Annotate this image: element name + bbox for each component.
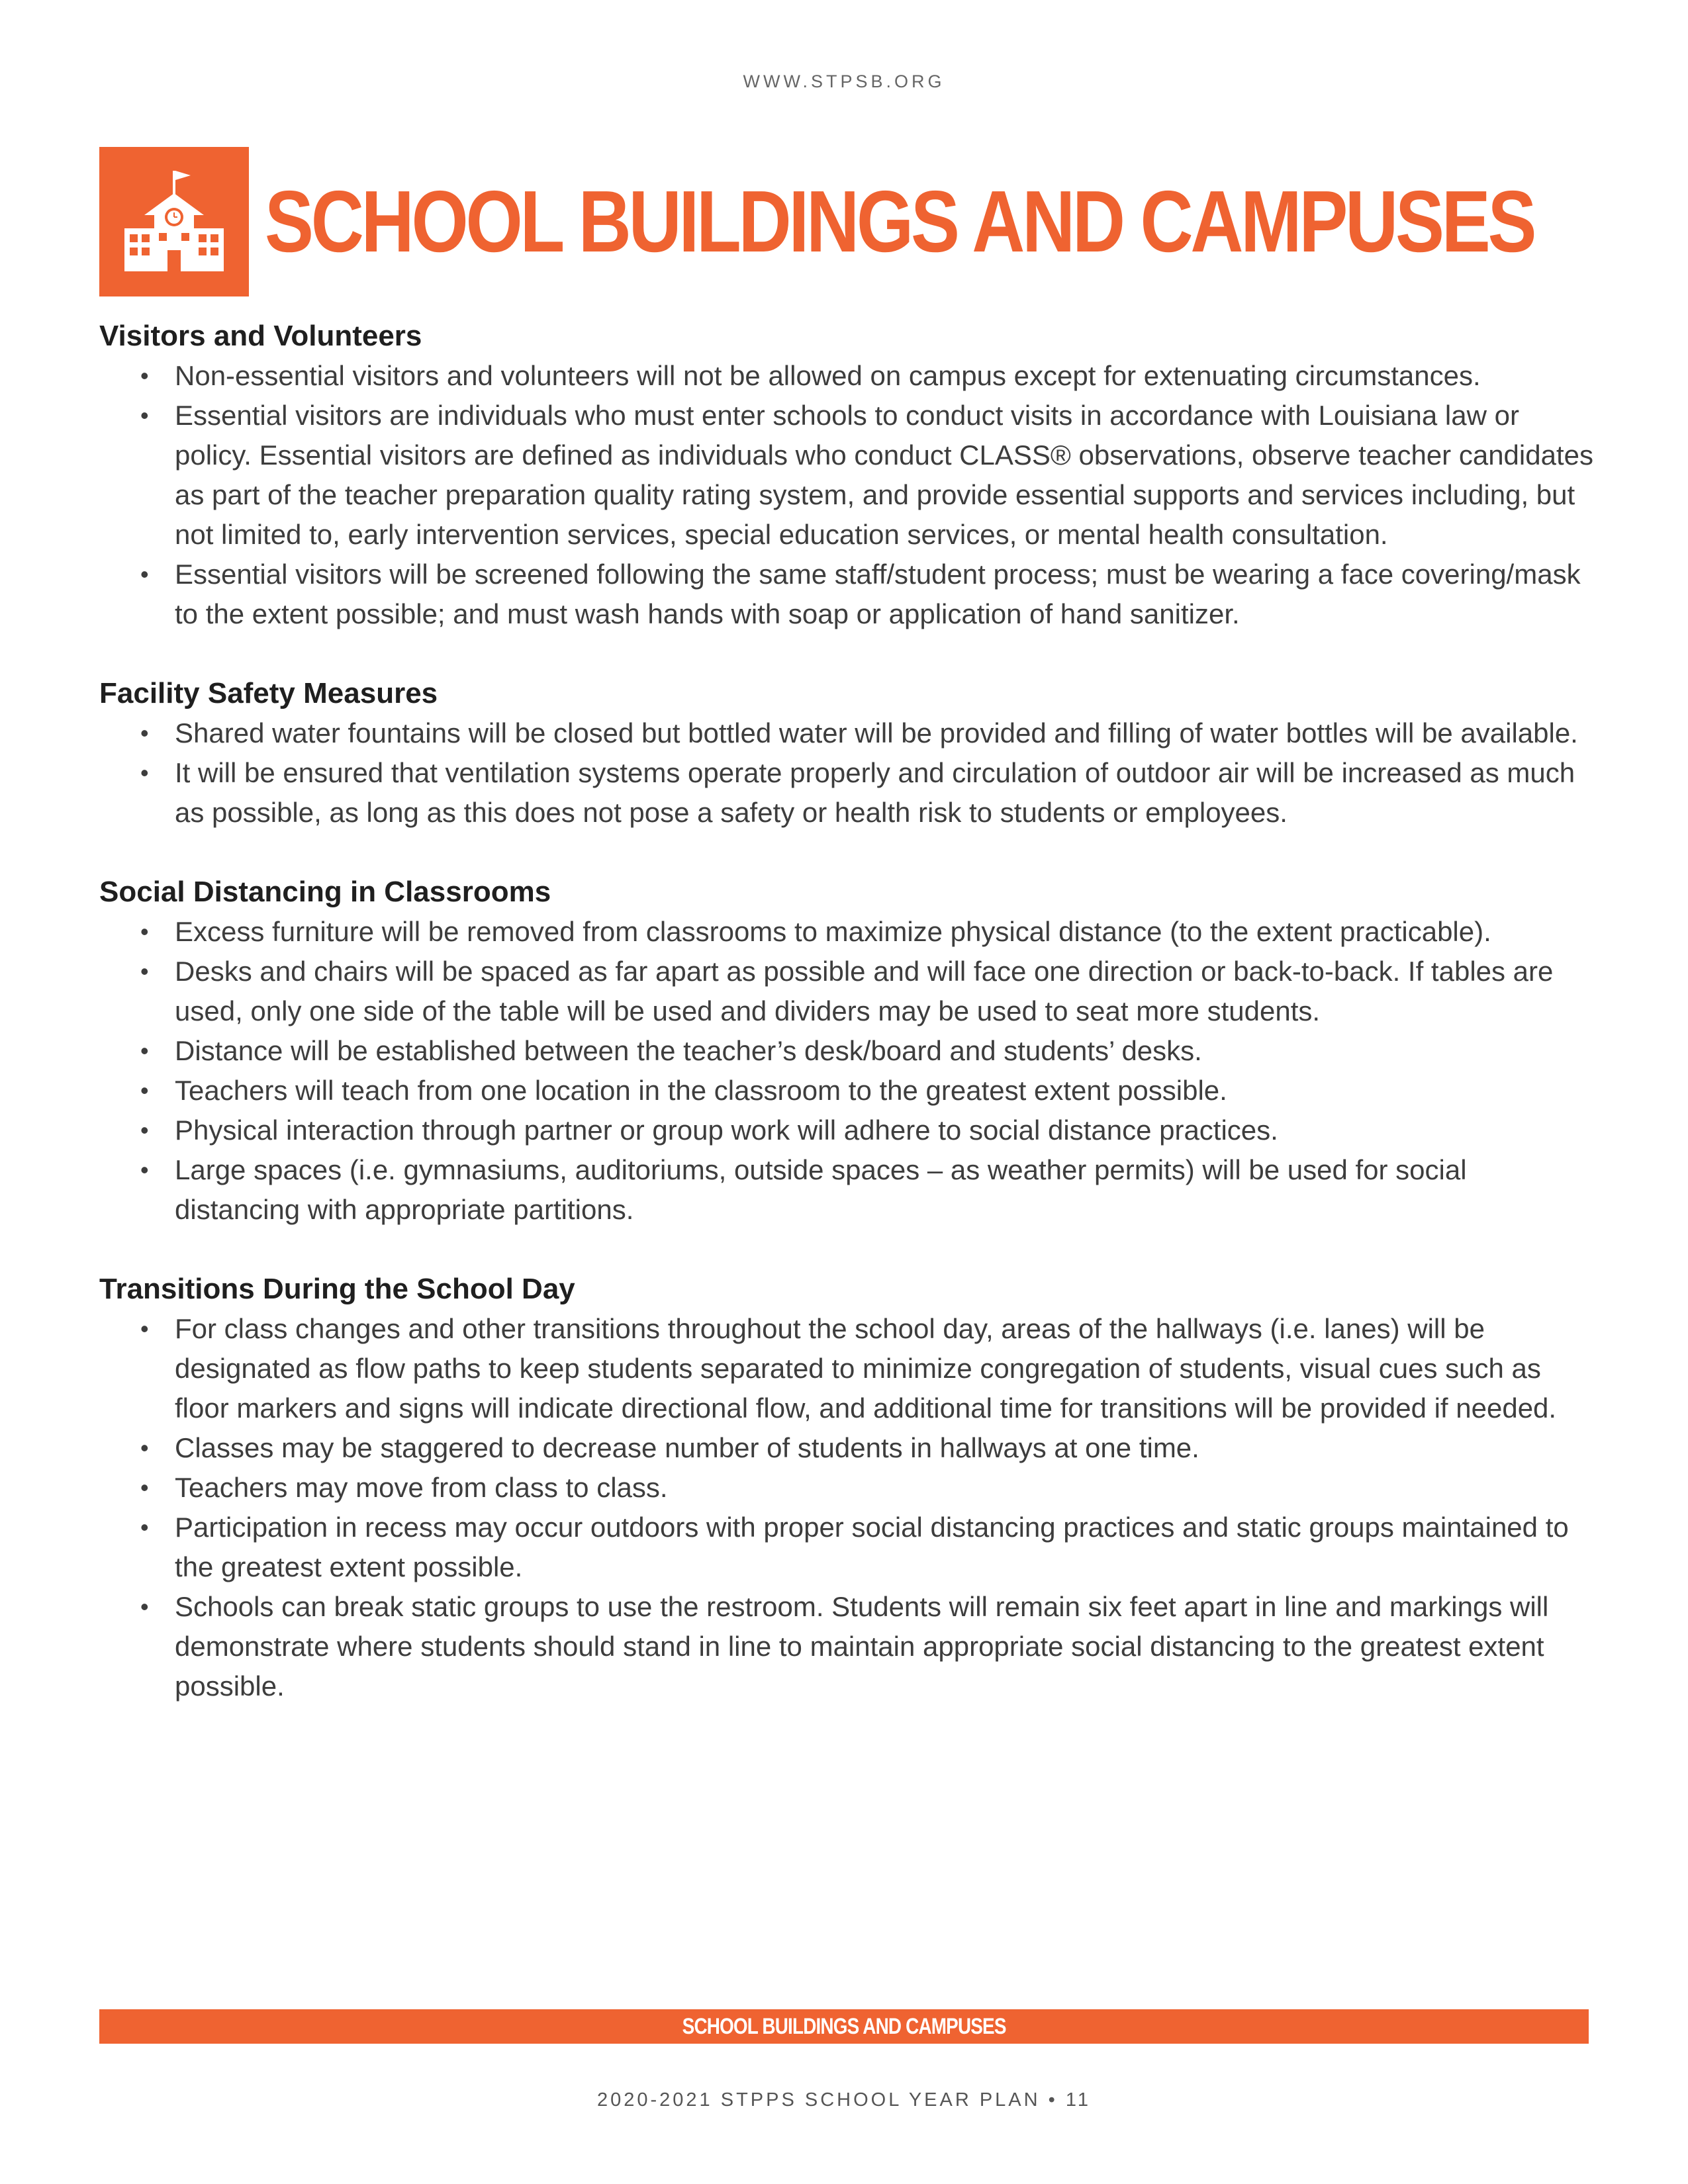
section-visitors [99,316,1595,634]
list-item [99,1031,1595,1071]
bullet-icon: • [140,1077,149,1104]
bullet-icon: • [140,719,149,747]
list-item-text: Shared water fountains will be closed but bottled water will be provided and filling of water bottles will be available. [175,717,1578,749]
list-item-text: Desks and chairs will be spaced as far apart as possible and will face one direction or back-to-back. If tables are used, only one side of the table will be used and dividers may be used to seat more students. [175,956,1554,1026]
list-item [99,1071,1595,1111]
list-item [99,555,1595,634]
list-item-text: It will be ensured that ventilation systems operate properly and circulation of outdoor air will be increased as much as possible, as long as this does not pose a safety or health risk to students or employees. [175,757,1575,828]
bullet-list [99,1309,1595,1706]
school-building-icon [99,147,249,296]
list-item-text: Essential visitors will be screened following the same staff/student process; must be wearing a face covering/mask to the extent possible; and must wash hands with soap or application of hand sanitizer. [175,559,1581,629]
list-item-text: Physical interaction through partner or group work will adhere to social distance practices. [175,1115,1278,1146]
bullet-icon: • [140,918,149,945]
list-item [99,1587,1595,1706]
list-item-text: Excess furniture will be removed from classrooms to maximize physical distance (to the extent practicable). [175,916,1491,947]
section-transitions [99,1269,1595,1706]
section-heading: Social Distancing in Classrooms [99,876,551,908]
list-item [99,1111,1595,1150]
main-content [99,316,1595,1746]
list-item [99,1508,1595,1587]
list-item-text: Teachers will teach from one location in the classroom to the greatest extent possible. [175,1075,1227,1106]
bullet-list [99,912,1595,1230]
list-item-text: Participation in recess may occur outdoors with proper social distancing practices and static groups maintained to the greatest extent possible. [175,1512,1569,1582]
section-heading: Facility Safety Measures [99,677,438,709]
page-title: SCHOOL BUILDINGS AND CAMPUSES [265,173,1534,270]
footer-bar-label: SCHOOL BUILDINGS AND CAMPUSES [682,2013,1006,2039]
bullet-icon: • [140,1593,149,1620]
list-item-text: Essential visitors are individuals who must enter schools to conduct visits in accordance with Louisiana law or policy. Essential visitors are defined as individuals who conduct CLASS® observations, observe teacher candidates as part of the teacher preparation quality rating system, and provide essential supports and services including, but not limited to, early intervention services, special education services, or mental health consultation. [175,400,1593,550]
site-url: WWW.STPSB.ORG [743,71,945,91]
bullet-icon: • [140,362,149,389]
bullet-icon: • [140,1156,149,1183]
list-item-text: For class changes and other transitions throughout the school day, areas of the hallways (i.e. lanes) will be designated as flow paths to keep students separated to minimize congregation of students, visual cues such as floor markers and signs will indicate directional flow, and additional time for transitions will be provided if needed. [175,1313,1557,1424]
bullet-icon: • [140,402,149,429]
bullet-icon: • [140,1116,149,1144]
list-item [99,356,1595,396]
bullet-icon: • [140,561,149,588]
bullet-icon: • [140,1434,149,1461]
section-facility-safety [99,674,1595,833]
section-heading: Transitions During the School Day [99,1273,575,1305]
list-item-text: Large spaces (i.e. gymnasiums, auditoriums, outside spaces – as weather permits) will be used for social distancing with appropriate partitions. [175,1154,1467,1225]
bullet-icon: • [140,1514,149,1541]
list-item [99,753,1595,833]
list-item [99,713,1595,753]
footer-page-label: 2020-2021 STPPS SCHOOL YEAR PLAN • 11 [597,2089,1091,2111]
list-item-text: Schools can break static groups to use the restroom. Students will remain six feet apart in line and markings will demonstrate where students should stand in line to maintain appropriate social distancing to the greatest extent possible. [175,1591,1549,1702]
bullet-list [99,356,1595,634]
list-item [99,1150,1595,1230]
section-social-distancing [99,872,1595,1230]
list-item [99,396,1595,555]
list-item [99,1309,1595,1428]
list-item-text: Classes may be staggered to decrease number of students in hallways at one time. [175,1432,1199,1463]
bullet-icon: • [140,958,149,985]
list-item-text: Non-essential visitors and volunteers will not be allowed on campus except for extenuating circumstances. [175,360,1481,391]
bullet-icon: • [140,759,149,786]
section-heading: Visitors and Volunteers [99,320,422,352]
list-item [99,1468,1595,1508]
list-item-text: Distance will be established between the teacher’s desk/board and students’ desks. [175,1035,1202,1066]
bullet-icon: • [140,1037,149,1064]
list-item [99,952,1595,1031]
list-item-text: Teachers may move from class to class. [175,1472,668,1503]
footer-bar [99,2009,1589,2044]
list-item [99,912,1595,952]
bullet-icon: • [140,1474,149,1501]
bullet-icon: • [140,1315,149,1342]
list-item [99,1428,1595,1468]
page-header [99,147,1688,296]
bullet-list [99,713,1595,833]
